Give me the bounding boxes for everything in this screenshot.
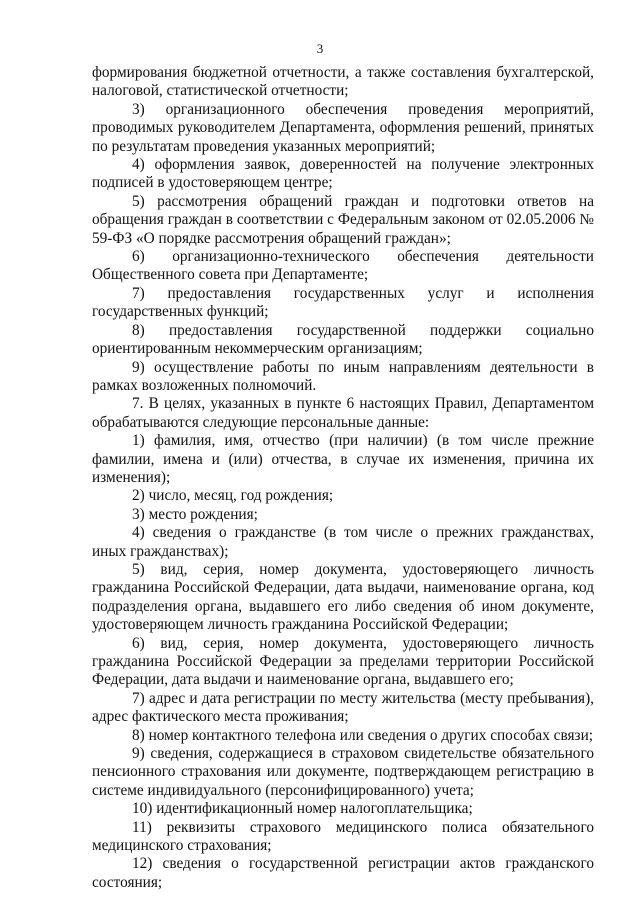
- list-item-6: 6) организационно-технического обеспечения деятельности Общественного совета при Департаменте;: [92, 248, 594, 284]
- list-item-3: 3) организационного обеспечения проведения мероприятий, проводимых руководителем Департамента, оформления решений, принятых по результатам проведения указанных мероприятий;: [92, 100, 594, 155]
- list-item-4: 4) оформления заявок, доверенностей на получение электронных подписей в удостоверяющем центре;: [92, 156, 594, 192]
- list-item-9: 9) осуществление работы по иным направлениям деятельности в рамках возложенных полномочий.: [92, 358, 594, 394]
- data-item-12: 12) сведения о государственной регистрации актов гражданского состояния;: [92, 855, 594, 891]
- data-item-1: 1) фамилия, имя, отчество (при наличии) (в том числе прежние фамилии, имена и (или) отчества, в случае их изменения, причина их изменения);: [92, 432, 594, 486]
- paragraph-continuation: формирования бюджетной отчетности, а также составления бухгалтерской, налоговой, статистической отчетности;: [92, 64, 594, 100]
- list-item-7: 7) предоставления государственных услуг и исполнения государственных функций;: [92, 284, 594, 321]
- data-item-2: 2) число, месяц, год рождения;: [132, 487, 334, 505]
- page-number: 3: [316, 41, 324, 56]
- data-item-6: 6) вид, серия, номер документа, удостоверяющего личность гражданина Российской Федерации за пределами территории Российской Федерации, дата выдачи и наименование органа, выдавшего его;: [92, 634, 594, 689]
- data-item-4: 4) сведения о гражданстве (в том числе о прежних гражданствах, иных гражданствах);: [92, 524, 594, 560]
- data-item-3: 3) место рождения;: [132, 505, 258, 523]
- data-item-5: 5) вид, серия, номер документа, удостоверяющего личность гражданина Российской Федерации, дата выдачи, наименование органа, код подразделения органа, выдавшего его либо сведения об ином документе, удостоверяющем личность гражданина Российской Федерации;: [92, 560, 594, 634]
- list-item-8: 8) предоставления государственной поддержки социально ориентированным некоммерческим организациям;: [92, 321, 594, 358]
- data-item-10: 10) идентификационный номер налогоплательщика;: [132, 800, 473, 818]
- list-item-5: 5) рассмотрения обращений граждан и подготовки ответов на обращения граждан в соответствии с Федеральным законом от 02.05.2006 № 59-ФЗ «О порядке рассмотрения обращений граждан»;: [92, 192, 594, 247]
- data-item-8: 8) номер контактного телефона или сведения о других способах связи;: [132, 726, 594, 744]
- data-item-7: 7) адрес и дата регистрации по месту жительства (месту пребывания), адрес фактического места проживания;: [92, 689, 594, 726]
- data-item-11: 11) реквизиты страхового медицинского полиса обязательного медицинского страхования;: [92, 818, 594, 855]
- document-body: [92, 64, 594, 892]
- clause-7: 7. В целях, указанных в пункте 6 настоящих Правил, Департаментом обрабатываются следующие персональные данные:: [92, 395, 594, 431]
- data-item-9: 9) сведения, содержащиеся в страховом свидетельстве обязательного пенсионного страхования или документе, подтверждающем регистрацию в системе индивидуального (персонифицированного) учета;: [92, 745, 594, 799]
